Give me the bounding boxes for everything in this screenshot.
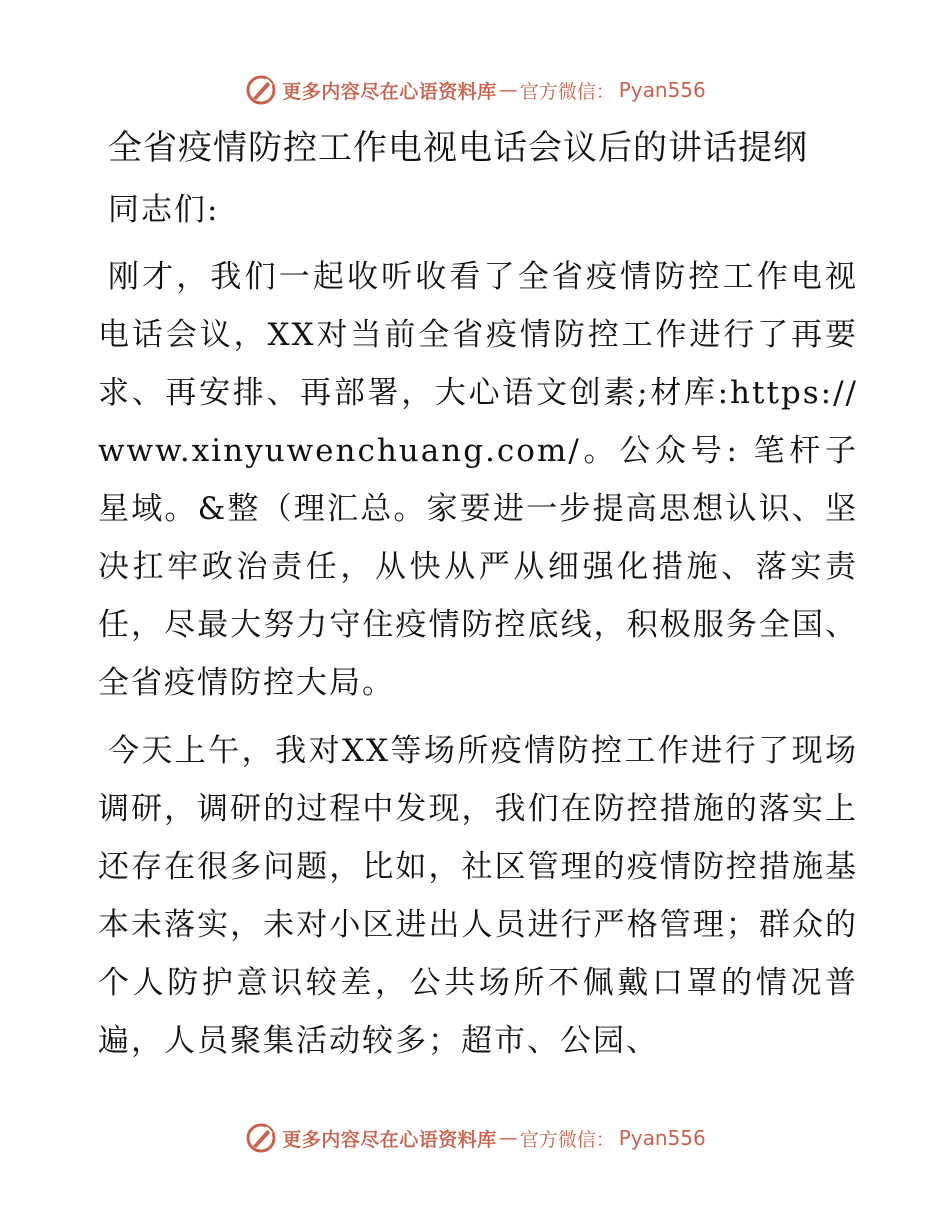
document-title: 全省疫情防控工作电视电话会议后的讲话提纲 [108, 128, 808, 168]
quill-circle-icon [244, 1121, 278, 1155]
quill-circle-icon [244, 73, 278, 107]
salutation: 同志们: [108, 192, 220, 228]
document-body [98, 120, 858, 1080]
banner-wechat-id: Pyan556 [618, 1126, 706, 1150]
banner-brand-text: 更多内容尽在心语资料库 [282, 80, 497, 103]
paragraph-1: 刚才，我们一起收听收看了全省疫情防控工作电视电话会议，XX对当前全省疫情防控工作进行了再要求、再安排、再部署，大心语文创素;材库:https://www.xinyuwenchuang.com/。公众号: 笔杆子星域。&整（理汇总。家要进一步提高思想认识、坚决扛牢政治责任，从快从严从细强化措施、落实责任，尽最大努力守住疫情防控底线，积极服务全国、全省疫情防控大局。 [98, 259, 858, 701]
banner-official-label: 官方微信： [519, 80, 615, 103]
banner-dash: — [498, 79, 518, 101]
banner-brand-text: 更多内容尽在心语资料库 [282, 1128, 497, 1151]
footer-banner [0, 1116, 950, 1160]
header-banner [0, 68, 950, 112]
banner-wechat-id: Pyan556 [618, 78, 706, 102]
banner-official-label: 官方微信： [519, 1128, 615, 1151]
paragraph-2: 今天上午，我对XX等场所疫情防控工作进行了现场调研，调研的过程中发现，我们在防控措施的落实上还存在很多问题，比如，社区管理的疫情防控措施基本未落实，未对小区进出人员进行严格管理；群众的个人防护意识较差，公共场所不佩戴口罩的情况普遍，人员聚集活动较多；超市、公园、 [98, 733, 858, 1059]
banner-dash: — [498, 1127, 518, 1149]
